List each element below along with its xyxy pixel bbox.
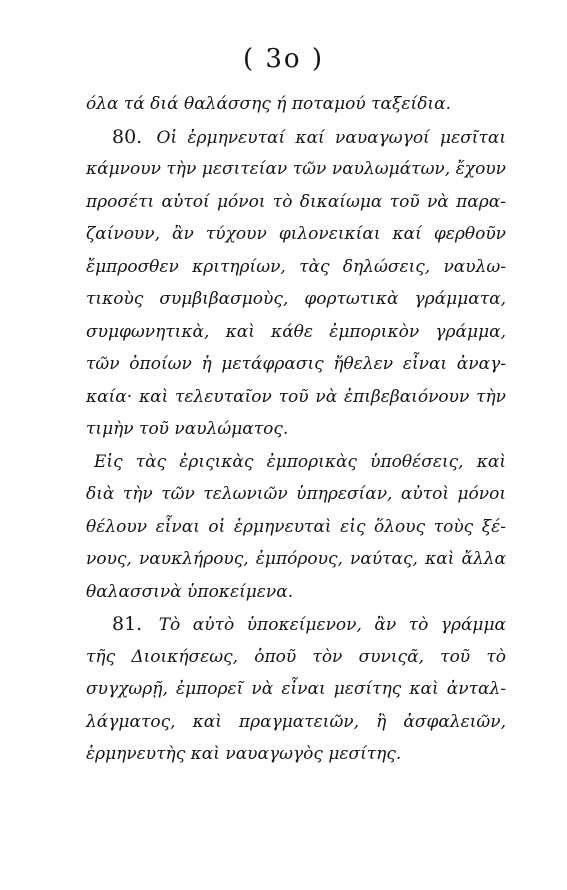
page-number: ( 3o ) [242,44,324,74]
text-line: όλα τά διά θαλάσσης ή ποταμού ταξείδια. [86,94,451,114]
text-line: τῶν ὁποίων ἡ μετάφρασις ἤθελεν εἶναι ἀναγ- [86,354,506,374]
section-81-first-line [86,608,506,641]
text-line: λάγματος, καὶ πραγματειῶν, ἢ ἀσφαλειῶν, [86,711,506,732]
text-line: νους, ναυκλήρους, ἐμπόρους, ναύτας, καὶ ἄλλα [86,549,506,569]
text-line: καία· καὶ τελευταῖον τοῦ νὰ ἐπιβεβαιόνουν τὴν [86,386,506,407]
text-line: συγχωρῇ, ἐμπορεῖ νὰ εἶναι μεσίτης καὶ ἀνταλ- [86,679,506,699]
text-line: διὰ τὴν τῶν τελωνιῶν ὑπηρεσίαν, αὐτοὶ μόνοι [86,484,506,504]
section-80-first-line [86,121,506,154]
text-line: προσέτι αὐτοί μόνοι τὸ δικαίωμα τοῦ νὰ παρα- [86,191,506,212]
text-line: ζαίνουν, ἂν τύχουν φιλονεικίαι καί φερθοῦν [86,224,506,244]
body-text [86,88,506,771]
text-line: ἑρμηνευτὴς καὶ ναυαγωγὸς μεσίτης. [86,744,402,764]
text-line: Τὸ αὐτὸ ὑποκείμενον, ἂν τὸ γράμμα [158,615,507,635]
text-line: κάμνουν τὴν μεσιτείαν τῶν ναυλωμάτων, ἔχουν [86,159,506,179]
text-line: τικοὺς συμβιβασμοὺς, φορτωτικὰ γράμματα, [86,289,506,309]
text-line: Εἰς τὰς ἐριςικὰς ἐμπορικὰς ὑποθέσεις, καὶ [94,451,506,472]
text-line: τῆς Διοικήσεως, ὁποῦ τὸν συνιςᾶ, τοῦ τὸ [86,646,506,667]
text-line: θέλουν εἶναι οἱ ἑρμηνευταὶ εἰς ὅλους τοὺς ξέ- [86,516,506,537]
text-line: Οἱ ἑρμηνευταί καί ναυαγωγοί μεσῖται [156,127,507,148]
section-number: 80. [112,125,143,148]
text-line: συμφωνητικὰ, καὶ κάθε ἐμπορικὸν γράμμα, [86,321,506,342]
text-line: ἔμπροσθεν κριτηρίων, τὰς δηλώσεις, ναυλω- [86,256,506,277]
text-line: θαλασσινὰ ὑποκείμενα. [86,581,294,602]
text-line: τιμὴν τοῦ ναυλώματος. [86,419,289,439]
section-number: 81. [112,613,143,635]
